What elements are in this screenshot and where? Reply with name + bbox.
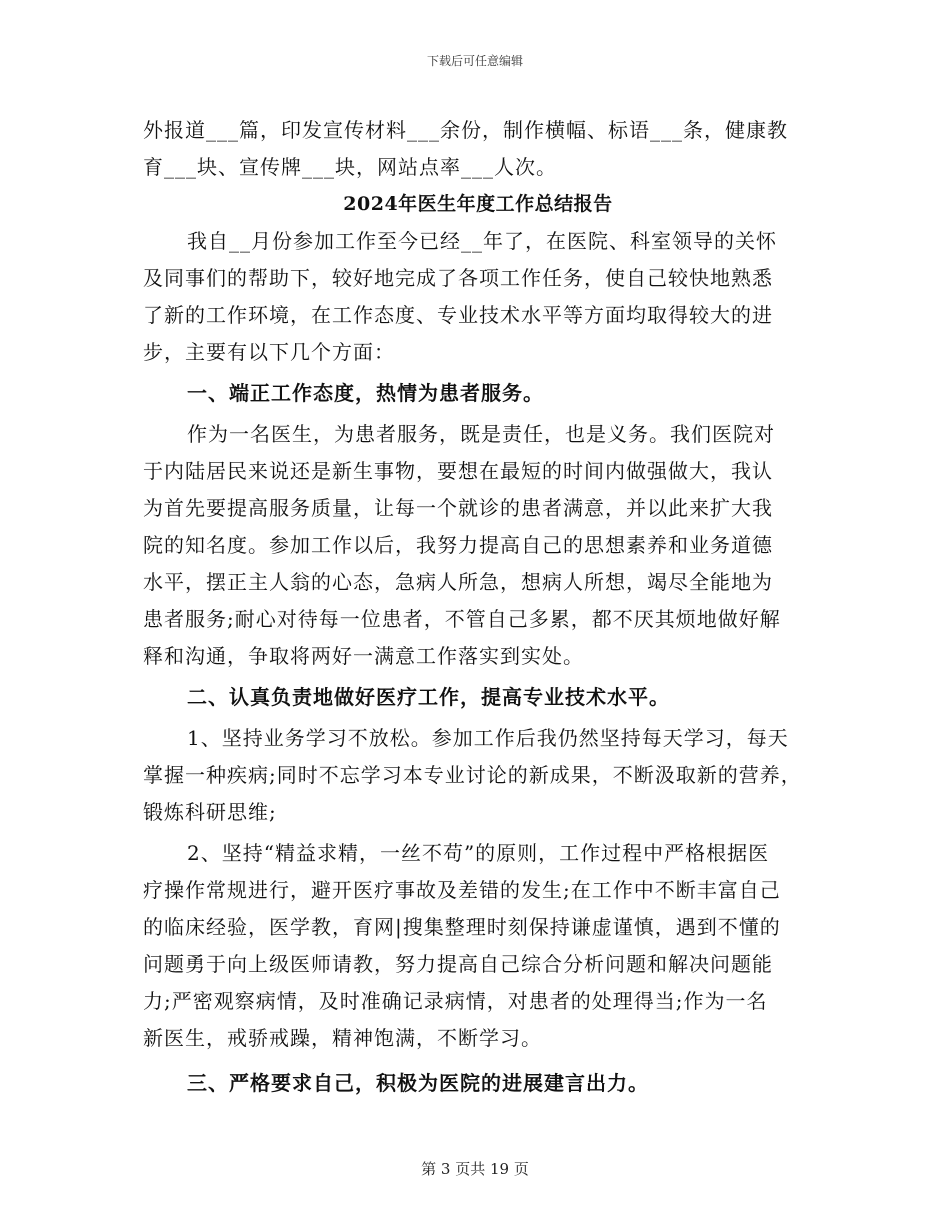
text-line: 疗操作常规进行，避开医疗事故及差错的发生;在工作中不断丰富自己: [143, 878, 781, 902]
text-line: 及同事们的帮助下，较好地完成了各项工作任务，使自己较快地熟悉: [143, 266, 773, 290]
text-line: 外报道___篇，印发宣传材料___余份，制作横幅、标语___条，健康教: [143, 118, 788, 142]
text-line: 步，主要有以下几个方面：: [143, 340, 395, 364]
text-line: 力;严密观察病情，及时准确记录病情，对患者的处理得当;作为一名: [143, 989, 768, 1013]
section-heading: 三、严格要求自己，积极为医院的进展建言出力。: [187, 1071, 649, 1095]
text-line: 新医生，戒骄戒躁，精神饱满，不断学习。: [143, 1026, 542, 1050]
text-line: 1、坚持业务学习不放松。参加工作后我仍然坚持每天学习，每天: [187, 726, 789, 750]
section-heading: 二、认真负责地做好医疗工作，提高专业技术水平。: [187, 685, 670, 709]
page-header: 下载后可任意编辑: [426, 54, 523, 68]
text-line: 水平，摆正主人翁的心态，急病人所急，想病人所想，竭尽全能地为: [143, 570, 773, 594]
text-line: 患者服务;耐心对待每一位患者，不管自己多累，都不厌其烦地做好解: [143, 607, 781, 631]
page-footer: 第 3 页共 19 页: [421, 1160, 529, 1178]
text-line: 院的知名度。参加工作以后，我努力提高自己的思想素养和业务道德: [143, 533, 773, 557]
text-line: 我自__月份参加工作至今已经__年了，在医院、科室领导的关怀: [187, 229, 777, 253]
document-title: 2024年医生年度工作总结报告: [343, 193, 613, 215]
text-line: 的临床经验，医学教，育网|搜集整理时刻保持谦虚谨慎，遇到不懂的: [143, 915, 781, 939]
text-line: 育___块、宣传牌___块，网站点率___人次。: [143, 155, 557, 179]
text-line: 为首先要提高服务质量，让每一个就诊的患者满意，并以此来扩大我: [143, 496, 773, 520]
text-line: 掌握一种疾病;同时不忘学习本专业讨论的新成果，不断汲取新的营养，: [143, 763, 802, 787]
text-line: 于内陆居民来说还是新生事物，要想在最短的时间内做强做大，我认: [143, 459, 773, 483]
text-line: 了新的工作环境，在工作态度、专业技术水平等方面均取得较大的进: [143, 303, 773, 327]
document-body: [143, 112, 813, 1106]
text-line: 锻炼科研思维;: [143, 800, 277, 824]
text-line: 2、坚持“精益求精，一丝不苟”的原则，工作过程中严格根据医: [187, 841, 770, 865]
text-line: 作为一名医生，为患者服务，既是责任，也是义务。我们医院对: [187, 422, 775, 446]
section-heading: 一、端正工作态度，热情为患者服务。: [187, 381, 544, 405]
text-line: 释和沟通，争取将两好一满意工作落实到实处。: [143, 644, 584, 668]
text-line: 问题勇于向上级医师请教，努力提高自己综合分析问题和解决问题能: [143, 952, 773, 976]
